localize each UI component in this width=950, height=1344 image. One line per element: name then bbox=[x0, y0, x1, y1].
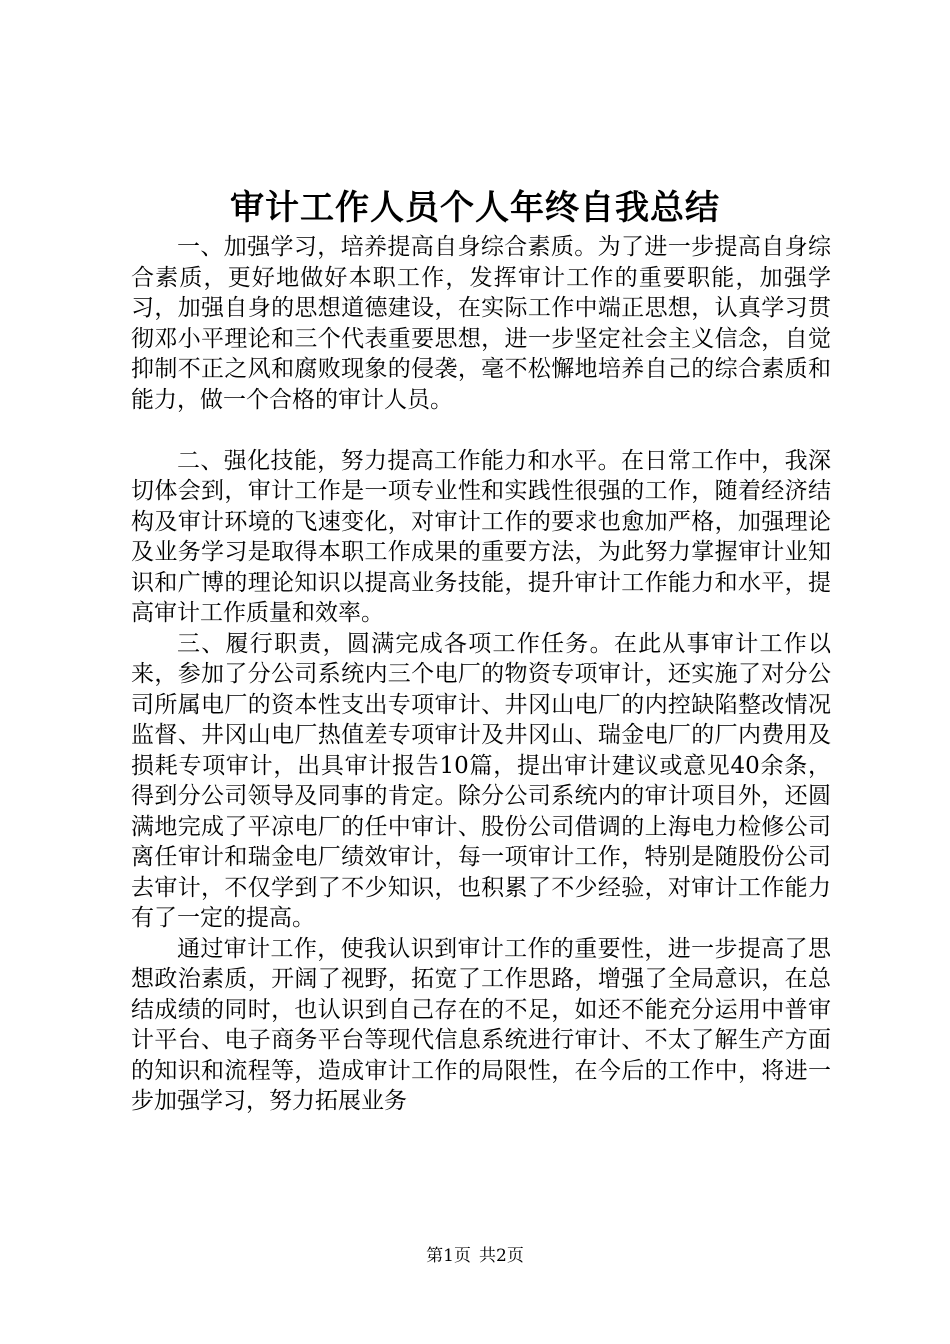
paragraph-4: 通过审计工作，使我认识到审计工作的重要性，进一步提高了思想政治素质，开阔了视野，拓宽了工作思路，增强了全局意识，在总结成绩的同时，也认识到自己存在的不足，如还不能充分运用中普审计平台、电子商务平台等现代信息系统进行审计、不太了解生产方面的知识和流程等，造成审计工作的局限性，在今后的工作中，将进一步加强学习，努力拓展业务 bbox=[131, 935, 831, 1114]
paragraph-spacer bbox=[131, 415, 831, 446]
paragraph-3: 三、履行职责，圆满完成各项工作任务。在此从事审计工作以来，参加了分公司系统内三个电厂的物资专项审计，还实施了对分公司所属电厂的资本性支出专项审计、井冈山电厂的内控缺陷整改情况监督、井冈山电厂热值差专项审计及井冈山、瑞金电厂的厂内费用及损耗专项审计，出具审计报告10篇，提出审计建议或意见40余条，得到分公司领导及同事的肯定。除分公司系统内的审计项目外，还圆满地完成了平凉电厂的任中审计、股份公司借调的上海电力检修公司离任审计和瑞金电厂绩效审计，每一项审计工作，特别是随股份公司去审计，不仅学到了不少知识，也积累了不少经验，对审计工作能力有了一定的提高。 bbox=[131, 630, 831, 931]
paragraph-1: 一、加强学习，培养提高自身综合素质。为了进一步提高自身综合素质，更好地做好本职工作，发挥审计工作的重要职能，加强学习，加强自身的思想道德建设，在实际工作中端正思想，认真学习贯彻邓小平理论和三个代表重要思想，进一步坚定社会主义信念，自觉抑制不正之风和腐败现象的侵袭，毫不松懈地培养自己的综合素质和能力，做一个合格的审计人员。 bbox=[131, 234, 831, 413]
paragraph-2: 二、强化技能，努力提高工作能力和水平。在日常工作中，我深切体会到，审计工作是一项专业性和实践性很强的工作，随着经济结构及审计环境的飞速变化，对审计工作的要求也愈加严格，加强理论及业务学习是取得本职工作成果的重要方法，为此努力掌握审计业知识和广博的理论知识以提高业务技能，提升审计工作能力和水平，提高审计工作质量和效率。 bbox=[131, 447, 831, 626]
page-footer bbox=[0, 1244, 950, 1268]
page-number-current: 第1页 bbox=[426, 1246, 471, 1266]
document-body bbox=[131, 232, 831, 1117]
page-number-total: 共2页 bbox=[479, 1246, 524, 1266]
document-title: 审计工作人员个人年终自我总结 bbox=[230, 188, 720, 228]
